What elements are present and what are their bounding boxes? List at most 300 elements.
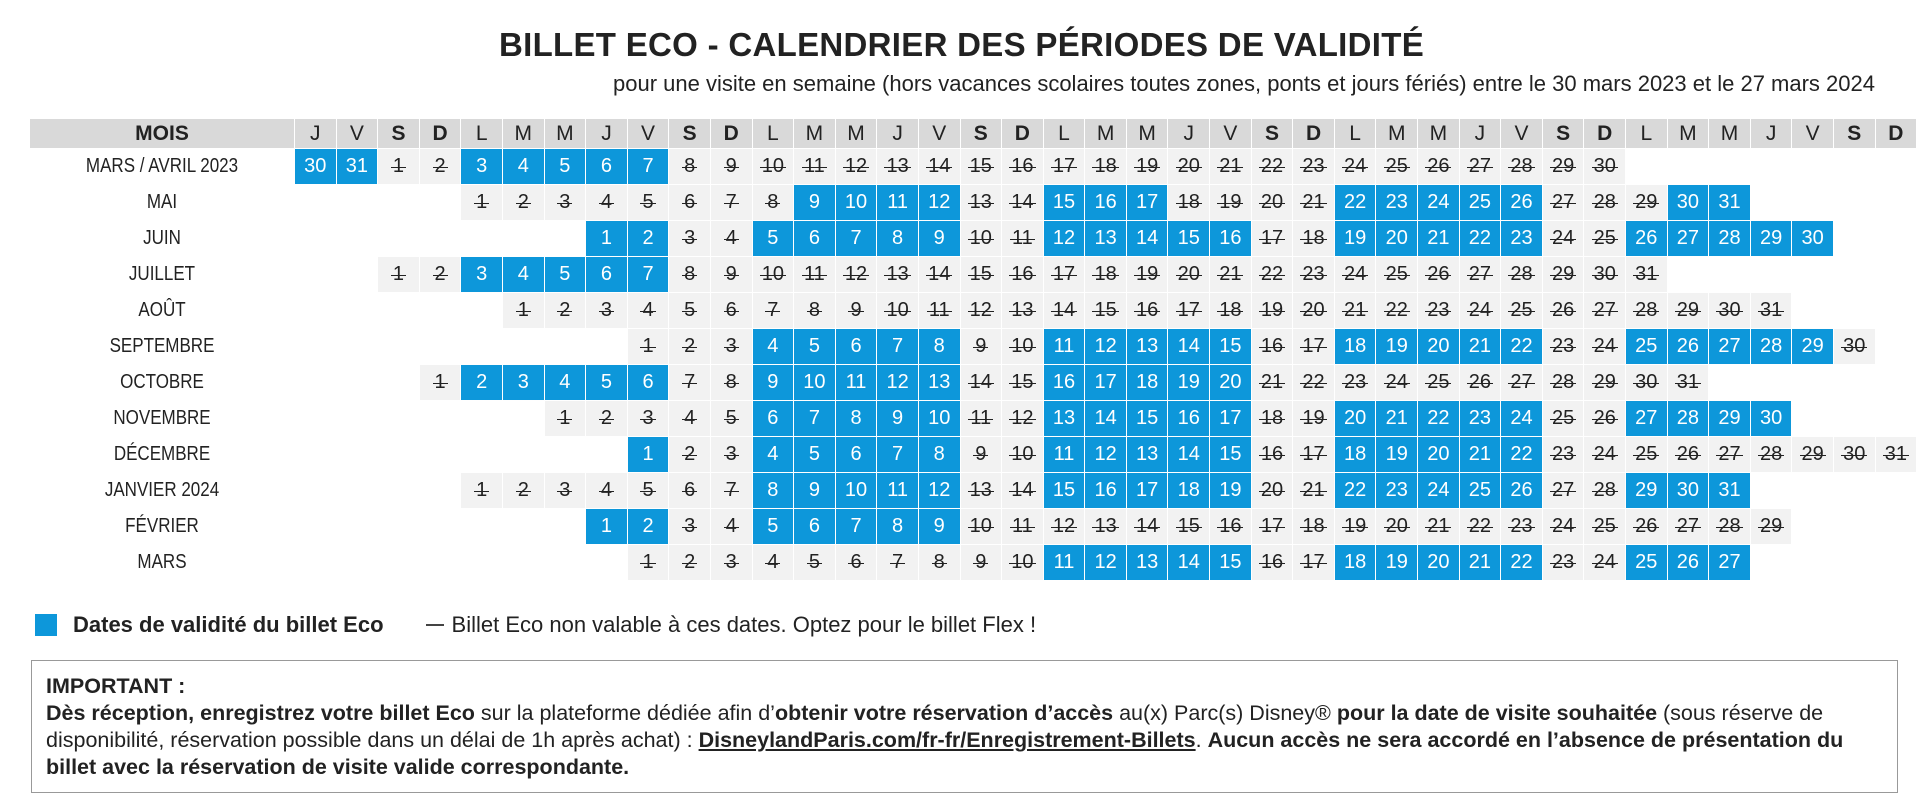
- invalid-day-cell: 31: [1751, 293, 1792, 328]
- invalid-day-cell: 24: [1460, 293, 1501, 328]
- valid-day-cell: 11: [1044, 329, 1085, 364]
- invalid-day-cell: 23: [1543, 437, 1584, 472]
- empty-cell: [586, 545, 627, 580]
- valid-day-cell: 4: [753, 329, 794, 364]
- empty-cell: [295, 185, 336, 220]
- invalid-day-cell: 2: [669, 329, 710, 364]
- valid-day-cell: 19: [1376, 437, 1417, 472]
- weekday-header: S: [1543, 119, 1584, 148]
- notice-text-1: sur la plateforme dédiée afin d’: [474, 701, 775, 725]
- valid-day-cell: 23: [1376, 185, 1417, 220]
- invalid-day-cell: 12: [836, 149, 877, 184]
- empty-cell: [378, 437, 419, 472]
- invalid-day-cell: 27: [1460, 149, 1501, 184]
- empty-cell: [1792, 509, 1833, 544]
- weekday-header: J: [586, 119, 627, 148]
- valid-day-cell: 25: [1460, 473, 1501, 508]
- invalid-day-cell: 29: [1626, 185, 1667, 220]
- valid-day-cell: 31: [1709, 185, 1750, 220]
- invalid-day-cell: 29: [1584, 365, 1625, 400]
- invalid-day-cell: 16: [1252, 437, 1293, 472]
- weekday-header: D: [420, 119, 461, 148]
- invalid-day-cell: 4: [628, 293, 669, 328]
- invalid-day-cell: 2: [669, 545, 710, 580]
- valid-day-cell: 9: [919, 221, 960, 256]
- empty-cell: [1751, 545, 1792, 580]
- valid-day-cell: 9: [753, 365, 794, 400]
- invalid-day-cell: 19: [1335, 509, 1376, 544]
- invalid-day-cell: 29: [1751, 509, 1792, 544]
- empty-cell: [378, 185, 419, 220]
- valid-day-cell: 28: [1668, 401, 1709, 436]
- valid-day-cell: 30: [1751, 401, 1792, 436]
- valid-day-cell: 7: [877, 329, 918, 364]
- invalid-day-cell: 28: [1584, 185, 1625, 220]
- invalid-day-cell: 19: [1127, 149, 1168, 184]
- invalid-day-cell: 24: [1584, 437, 1625, 472]
- invalid-day-cell: 9: [711, 257, 752, 292]
- invalid-day-cell: 21: [1293, 185, 1334, 220]
- empty-cell: [337, 329, 378, 364]
- invalid-day-cell: 11: [1002, 509, 1043, 544]
- valid-day-cell: 14: [1168, 329, 1209, 364]
- invalid-day-cell: 14: [1002, 185, 1043, 220]
- valid-day-cell: 16: [1085, 473, 1126, 508]
- valid-day-cell: 13: [1127, 329, 1168, 364]
- valid-day-cell: 25: [1626, 329, 1667, 364]
- weekday-header: M: [1376, 119, 1417, 148]
- invalid-day-cell: 16: [1002, 257, 1043, 292]
- invalid-day-cell: 22: [1460, 509, 1501, 544]
- invalid-day-cell: 10: [1002, 437, 1043, 472]
- invalid-day-cell: 17: [1252, 509, 1293, 544]
- weekday-header: L: [753, 119, 794, 148]
- invalid-day-cell: 9: [961, 545, 1002, 580]
- valid-day-cell: 30: [1792, 221, 1833, 256]
- valid-day-cell: 3: [503, 365, 544, 400]
- empty-cell: [1792, 185, 1833, 220]
- invalid-day-cell: 18: [1085, 257, 1126, 292]
- invalid-day-cell: 16: [1127, 293, 1168, 328]
- empty-cell: [1876, 329, 1917, 364]
- valid-day-cell: 11: [1044, 437, 1085, 472]
- invalid-day-cell: 10: [877, 293, 918, 328]
- valid-day-cell: 17: [1127, 473, 1168, 508]
- month-row: [30, 545, 1916, 580]
- empty-cell: [1792, 365, 1833, 400]
- invalid-day-cell: 24: [1584, 545, 1625, 580]
- invalid-day-cell: 13: [961, 473, 1002, 508]
- valid-day-cell: 9: [794, 185, 835, 220]
- invalid-day-cell: 22: [1293, 365, 1334, 400]
- empty-cell: [378, 545, 419, 580]
- weekday-header: V: [337, 119, 378, 148]
- valid-day-cell: 25: [1460, 185, 1501, 220]
- valid-day-cell: 20: [1210, 365, 1251, 400]
- valid-day-cell: 4: [503, 149, 544, 184]
- invalid-day-cell: 9: [836, 293, 877, 328]
- empty-cell: [1876, 365, 1917, 400]
- valid-day-cell: 5: [753, 221, 794, 256]
- valid-day-cell: 9: [877, 401, 918, 436]
- month-name: JUILLET: [128, 263, 196, 285]
- invalid-day-cell: 7: [711, 473, 752, 508]
- empty-cell: [420, 437, 461, 472]
- invalid-day-cell: 24: [1376, 365, 1417, 400]
- invalid-day-cell: 2: [545, 293, 586, 328]
- valid-day-cell: 6: [836, 437, 877, 472]
- weekday-header: M: [1418, 119, 1459, 148]
- month-name: SEPTEMBRE: [109, 335, 215, 357]
- valid-day-cell: 3: [461, 257, 502, 292]
- invalid-day-cell: 29: [1543, 257, 1584, 292]
- empty-cell: [295, 545, 336, 580]
- invalid-day-cell: 26: [1584, 401, 1625, 436]
- empty-cell: [1668, 149, 1709, 184]
- valid-day-cell: 17: [1085, 365, 1126, 400]
- invalid-day-cell: 7: [877, 545, 918, 580]
- valid-day-cell: 27: [1626, 401, 1667, 436]
- weekday-header: S: [378, 119, 419, 148]
- invalid-day-cell: 14: [919, 149, 960, 184]
- valid-day-cell: 14: [1168, 437, 1209, 472]
- month-name: FÉVRIER: [125, 515, 199, 537]
- invalid-day-cell: 18: [1293, 509, 1334, 544]
- calendar-body: [30, 149, 1916, 580]
- valid-day-cell: 11: [1044, 545, 1085, 580]
- invalid-day-cell: 30: [1834, 329, 1875, 364]
- month-row: [30, 149, 1916, 184]
- invalid-day-cell: 15: [1002, 365, 1043, 400]
- valid-day-cell: 15: [1168, 221, 1209, 256]
- invalid-day-cell: 5: [628, 185, 669, 220]
- valid-day-cell: 12: [919, 473, 960, 508]
- invalid-day-cell: 22: [1376, 293, 1417, 328]
- valid-day-cell: 7: [628, 257, 669, 292]
- invalid-day-cell: 19: [1293, 401, 1334, 436]
- invalid-day-cell: 21: [1335, 293, 1376, 328]
- empty-cell: [461, 401, 502, 436]
- valid-day-cell: 15: [1210, 329, 1251, 364]
- invalid-day-cell: 8: [669, 257, 710, 292]
- valid-day-cell: 6: [586, 149, 627, 184]
- invalid-day-cell: 30: [1584, 149, 1625, 184]
- valid-day-cell: 29: [1792, 329, 1833, 364]
- month-row: [30, 293, 1916, 328]
- invalid-day-cell: 10: [753, 257, 794, 292]
- invalid-day-cell: 5: [669, 293, 710, 328]
- important-heading: IMPORTANT :: [46, 674, 186, 698]
- invalid-day-cell: 11: [1002, 221, 1043, 256]
- valid-day-cell: 1: [586, 509, 627, 544]
- valid-day-cell: 22: [1501, 437, 1542, 472]
- invalid-day-cell: 9: [961, 329, 1002, 364]
- valid-day-cell: 12: [877, 365, 918, 400]
- empty-cell: [1792, 545, 1833, 580]
- empty-cell: [1834, 293, 1875, 328]
- invalid-day-cell: 7: [753, 293, 794, 328]
- invalid-day-cell: 3: [711, 329, 752, 364]
- invalid-day-cell: 24: [1335, 149, 1376, 184]
- empty-cell: [1876, 221, 1917, 256]
- notice-bold-2: obtenir votre réservation d’accès: [774, 701, 1114, 725]
- empty-cell: [1876, 185, 1917, 220]
- month-row: [30, 185, 1916, 220]
- valid-day-cell: 18: [1335, 437, 1376, 472]
- empty-cell: [1792, 293, 1833, 328]
- empty-cell: [545, 509, 586, 544]
- empty-cell: [337, 545, 378, 580]
- invalid-day-cell: 27: [1709, 437, 1750, 472]
- weekday-header: M: [1709, 119, 1750, 148]
- invalid-day-cell: 12: [1002, 401, 1043, 436]
- valid-day-cell: 13: [919, 365, 960, 400]
- empty-cell: [337, 293, 378, 328]
- valid-day-cell: 8: [836, 401, 877, 436]
- invalid-day-cell: 17: [1293, 329, 1334, 364]
- month-name: JANVIER 2024: [104, 479, 220, 501]
- invalid-day-cell: 15: [961, 149, 1002, 184]
- valid-day-cell: 19: [1376, 545, 1417, 580]
- valid-day-cell: 29: [1626, 473, 1667, 508]
- weekday-header: L: [1335, 119, 1376, 148]
- empty-cell: [337, 473, 378, 508]
- invalid-day-cell: 13: [961, 185, 1002, 220]
- weekday-header: D: [1876, 119, 1917, 148]
- invalid-day-cell: 2: [420, 257, 461, 292]
- empty-cell: [1792, 149, 1833, 184]
- valid-day-cell: 22: [1418, 401, 1459, 436]
- valid-day-cell: 7: [628, 149, 669, 184]
- valid-day-cell: 8: [919, 329, 960, 364]
- weekday-header: M: [1668, 119, 1709, 148]
- valid-day-cell: 12: [1044, 221, 1085, 256]
- registration-link[interactable]: DisneylandParis.com/fr-fr/Enregistrement-Billets: [698, 728, 1196, 752]
- invalid-day-cell: 14: [1002, 473, 1043, 508]
- valid-day-cell: 30: [1668, 185, 1709, 220]
- valid-day-cell: 28: [1751, 329, 1792, 364]
- valid-day-cell: 12: [1085, 437, 1126, 472]
- empty-cell: [378, 329, 419, 364]
- invalid-day-cell: 2: [503, 185, 544, 220]
- valid-day-cell: 16: [1085, 185, 1126, 220]
- invalid-day-cell: 14: [1044, 293, 1085, 328]
- empty-cell: [420, 185, 461, 220]
- valid-day-cell: 6: [628, 365, 669, 400]
- invalid-day-cell: 19: [1127, 257, 1168, 292]
- month-name: DÉCEMBRE: [113, 443, 211, 465]
- valid-day-cell: 11: [877, 473, 918, 508]
- valid-day-cell: 26: [1501, 473, 1542, 508]
- empty-cell: [461, 221, 502, 256]
- empty-cell: [378, 401, 419, 436]
- invalid-day-cell: 2: [503, 473, 544, 508]
- empty-cell: [378, 293, 419, 328]
- invalid-day-cell: 14: [1127, 509, 1168, 544]
- valid-day-cell: 22: [1335, 473, 1376, 508]
- invalid-day-cell: 27: [1543, 185, 1584, 220]
- empty-cell: [1834, 257, 1875, 292]
- invalid-dash-icon: [426, 624, 444, 626]
- empty-cell: [1626, 149, 1667, 184]
- valid-day-cell: 20: [1418, 329, 1459, 364]
- month-name: MARS / AVRIL 2023: [85, 155, 239, 177]
- valid-day-cell: 20: [1418, 545, 1459, 580]
- weekday-header: V: [1501, 119, 1542, 148]
- valid-day-cell: 10: [919, 401, 960, 436]
- legend-valid-label: Dates de validité du billet Eco: [73, 612, 384, 637]
- invalid-day-cell: 23: [1293, 257, 1334, 292]
- invalid-day-cell: 15: [1168, 509, 1209, 544]
- valid-day-cell: 7: [836, 509, 877, 544]
- invalid-day-cell: 27: [1543, 473, 1584, 508]
- valid-day-cell: 31: [1709, 473, 1750, 508]
- invalid-day-cell: 30: [1709, 293, 1750, 328]
- weekday-header: V: [1792, 119, 1833, 148]
- valid-day-cell: 17: [1127, 185, 1168, 220]
- empty-cell: [337, 365, 378, 400]
- notice-bold-1: Dès réception, enregistrez votre billet Eco: [46, 701, 475, 725]
- invalid-day-cell: 27: [1501, 365, 1542, 400]
- valid-day-cell: 13: [1127, 545, 1168, 580]
- valid-day-cell: 8: [919, 437, 960, 472]
- valid-day-cell: 16: [1210, 221, 1251, 256]
- valid-day-cell: 23: [1376, 473, 1417, 508]
- invalid-day-cell: 1: [461, 473, 502, 508]
- empty-cell: [1751, 473, 1792, 508]
- important-notice: [31, 660, 1898, 793]
- valid-day-cell: 15: [1127, 401, 1168, 436]
- empty-cell: [1709, 149, 1750, 184]
- invalid-day-cell: 10: [1002, 545, 1043, 580]
- month-row: [30, 365, 1916, 400]
- month-name: NOVEMBRE: [113, 407, 211, 429]
- empty-cell: [545, 545, 586, 580]
- valid-day-cell: 24: [1501, 401, 1542, 436]
- invalid-day-cell: 3: [545, 473, 586, 508]
- weekday-header: M: [1085, 119, 1126, 148]
- valid-day-cell: 22: [1501, 545, 1542, 580]
- valid-day-cell: 15: [1044, 185, 1085, 220]
- empty-cell: [461, 437, 502, 472]
- invalid-day-cell: 12: [1044, 509, 1085, 544]
- invalid-day-cell: 28: [1501, 257, 1542, 292]
- invalid-day-cell: 6: [711, 293, 752, 328]
- valid-swatch-icon: [35, 614, 57, 636]
- invalid-day-cell: 8: [711, 365, 752, 400]
- invalid-day-cell: 8: [753, 185, 794, 220]
- empty-cell: [420, 509, 461, 544]
- month-row: [30, 509, 1916, 544]
- invalid-day-cell: 17: [1044, 257, 1085, 292]
- valid-day-cell: 6: [836, 329, 877, 364]
- weekday-header: V: [628, 119, 669, 148]
- invalid-day-cell: 23: [1501, 509, 1542, 544]
- invalid-day-cell: 2: [420, 149, 461, 184]
- empty-cell: [503, 221, 544, 256]
- empty-cell: [295, 473, 336, 508]
- valid-day-cell: 21: [1460, 545, 1501, 580]
- invalid-day-cell: 6: [669, 473, 710, 508]
- validity-calendar: [29, 118, 1917, 581]
- valid-day-cell: 29: [1709, 401, 1750, 436]
- invalid-day-cell: 19: [1210, 185, 1251, 220]
- valid-day-cell: 6: [794, 509, 835, 544]
- empty-cell: [1751, 365, 1792, 400]
- invalid-day-cell: 16: [1252, 545, 1293, 580]
- empty-cell: [1709, 257, 1750, 292]
- invalid-day-cell: 23: [1335, 365, 1376, 400]
- invalid-day-cell: 3: [545, 185, 586, 220]
- weekday-header: J: [295, 119, 336, 148]
- weekday-header: S: [1834, 119, 1875, 148]
- invalid-day-cell: 26: [1668, 437, 1709, 472]
- empty-cell: [461, 545, 502, 580]
- notice-bold-4: Aucun accès ne sera accordé en l’absence de présentation du billet avec la réservation de visite valide correspondante.: [46, 728, 1844, 779]
- legend-invalid-label: Billet Eco non valable à ces dates. Optez pour le billet Flex !: [451, 612, 1037, 637]
- valid-day-cell: 8: [877, 221, 918, 256]
- valid-day-cell: 14: [1168, 545, 1209, 580]
- valid-day-cell: 4: [753, 437, 794, 472]
- invalid-day-cell: 5: [794, 545, 835, 580]
- weekday-header: J: [1168, 119, 1209, 148]
- valid-day-cell: 27: [1709, 545, 1750, 580]
- month-column-header: MOIS: [30, 119, 294, 148]
- empty-cell: [503, 401, 544, 436]
- invalid-day-cell: 9: [961, 437, 1002, 472]
- invalid-day-cell: 4: [753, 545, 794, 580]
- invalid-day-cell: 28: [1543, 365, 1584, 400]
- empty-cell: [461, 509, 502, 544]
- invalid-day-cell: 17: [1293, 545, 1334, 580]
- empty-cell: [503, 437, 544, 472]
- valid-day-cell: 20: [1418, 437, 1459, 472]
- empty-cell: [1876, 509, 1917, 544]
- invalid-day-cell: 1: [628, 329, 669, 364]
- empty-cell: [1792, 257, 1833, 292]
- empty-cell: [1834, 545, 1875, 580]
- invalid-day-cell: 29: [1792, 437, 1833, 472]
- weekday-header: M: [545, 119, 586, 148]
- invalid-day-cell: 6: [669, 185, 710, 220]
- valid-day-cell: 26: [1626, 221, 1667, 256]
- empty-cell: [337, 221, 378, 256]
- invalid-day-cell: 28: [1626, 293, 1667, 328]
- empty-cell: [420, 221, 461, 256]
- empty-cell: [337, 401, 378, 436]
- invalid-day-cell: 4: [711, 221, 752, 256]
- valid-day-cell: 13: [1085, 221, 1126, 256]
- empty-cell: [1876, 293, 1917, 328]
- invalid-day-cell: 20: [1252, 185, 1293, 220]
- invalid-day-cell: 25: [1376, 257, 1417, 292]
- weekday-header: V: [919, 119, 960, 148]
- invalid-day-cell: 4: [669, 401, 710, 436]
- invalid-day-cell: 10: [961, 221, 1002, 256]
- invalid-day-cell: 27: [1668, 509, 1709, 544]
- invalid-day-cell: 1: [545, 401, 586, 436]
- month-name: MARS: [137, 551, 187, 573]
- notice-bold-3: pour la date de visite souhaitée: [1336, 701, 1658, 725]
- invalid-day-cell: 10: [961, 509, 1002, 544]
- invalid-day-cell: 20: [1252, 473, 1293, 508]
- invalid-day-cell: 22: [1252, 257, 1293, 292]
- weekday-header: M: [503, 119, 544, 148]
- valid-day-cell: 25: [1626, 545, 1667, 580]
- empty-cell: [295, 509, 336, 544]
- invalid-day-cell: 24: [1584, 329, 1625, 364]
- invalid-day-cell: 11: [794, 257, 835, 292]
